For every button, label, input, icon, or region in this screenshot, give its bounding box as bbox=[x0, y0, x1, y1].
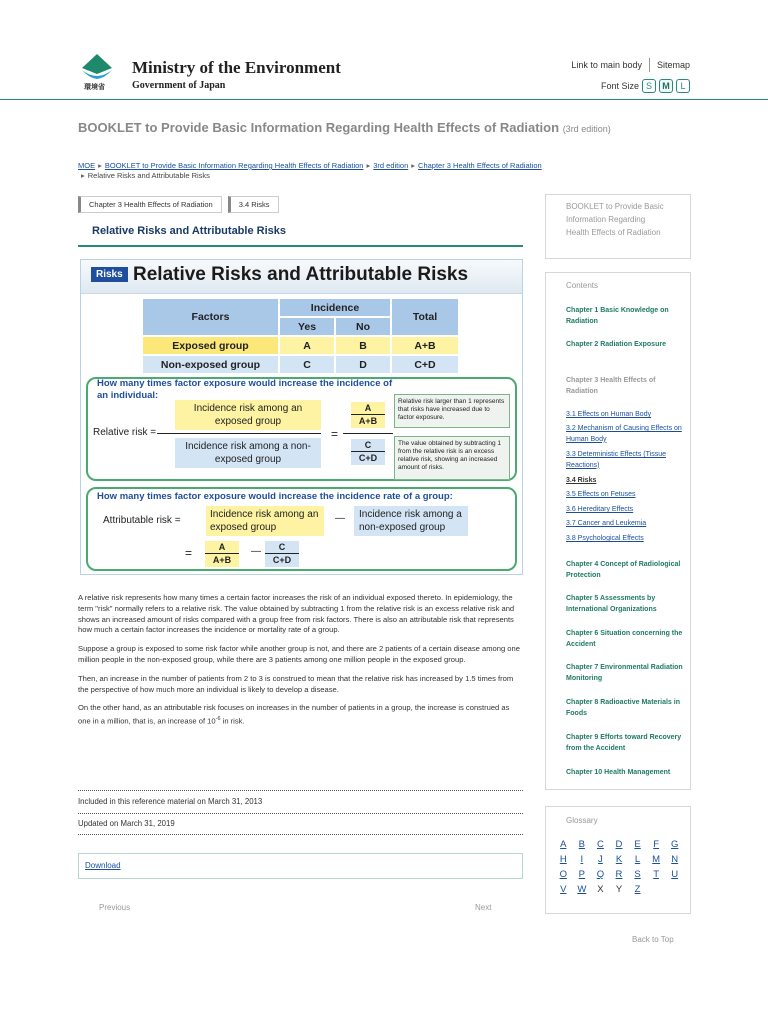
table-cell: A+B bbox=[392, 337, 458, 354]
breadcrumb-booklet[interactable]: BOOKLET to Provide Basic Information Regarding Health Effects of Radiation bbox=[104, 161, 364, 170]
download-link[interactable]: Download bbox=[85, 861, 121, 870]
table-header-factors: Factors bbox=[143, 299, 278, 335]
relative-denominator-text: Incidence risk among a non-exposed group bbox=[175, 438, 321, 468]
next-link[interactable]: Next bbox=[475, 903, 492, 912]
dotted-divider bbox=[78, 834, 523, 835]
booklet-title bbox=[78, 120, 611, 135]
sidebar-item-chapter6[interactable]: Chapter 6 Situation concerning the Accident bbox=[566, 630, 683, 648]
table-cell: A bbox=[280, 337, 334, 354]
fraction-a-over-ab bbox=[351, 402, 385, 428]
glossary-letter-g[interactable]: G bbox=[671, 839, 679, 850]
dotted-divider bbox=[78, 790, 523, 791]
fraction-c-over-cd bbox=[351, 439, 385, 465]
link-to-main-body[interactable]: Link to main body bbox=[571, 60, 642, 70]
breadcrumb bbox=[78, 161, 598, 181]
site-title[interactable]: Ministry of the Environment bbox=[132, 58, 341, 77]
download-box bbox=[78, 853, 523, 879]
relative-risk-question: How many times factor exposure would increase the incidence of an individual: bbox=[97, 378, 393, 401]
sidebar-subitem-3-1[interactable]: 3.1 Effects on Human Body bbox=[566, 411, 652, 418]
fraction-bar bbox=[175, 433, 321, 434]
breadcrumb-current: Relative Risks and Attributable Risks bbox=[87, 171, 210, 180]
table-cell: D bbox=[336, 356, 390, 373]
chapter-tabs bbox=[78, 196, 279, 213]
equals-sign: = bbox=[331, 427, 339, 441]
table-header-yes: Yes bbox=[280, 318, 334, 335]
attributable-risk-label: Attributable risk = bbox=[103, 515, 181, 526]
minus-sign: — bbox=[251, 546, 261, 557]
fraction-denominator: A+B bbox=[351, 414, 385, 428]
tab-risks[interactable]: 3.4 Risks bbox=[228, 196, 279, 213]
sidebar-item-chapter2[interactable]: Chapter 2 Radiation Exposure bbox=[566, 341, 666, 348]
fraction-c-over-cd bbox=[265, 541, 299, 567]
glossary-letter-v[interactable]: V bbox=[560, 884, 567, 895]
breadcrumb-edition[interactable]: 3rd edition bbox=[373, 161, 409, 170]
relative-risk-label: Relative risk = bbox=[93, 427, 157, 438]
site-header bbox=[0, 0, 768, 100]
figure-badge: Risks bbox=[91, 267, 128, 282]
sitemap-link[interactable]: Sitemap bbox=[656, 60, 690, 70]
glossary-letter-f[interactable]: F bbox=[653, 839, 660, 850]
figure-title: Relative Risks and Attributable Risks bbox=[133, 264, 469, 285]
logo-japanese-text: 環境省 bbox=[84, 84, 105, 91]
font-size-label: Font Size bbox=[600, 81, 639, 91]
incidence-table bbox=[141, 297, 460, 375]
note-excess-relative-risk: The value obtained by subtracting 1 from the relative risk is an excess relative risk, showing an increased amount of risks. bbox=[394, 436, 510, 480]
booklet-edition: (3rd edition) bbox=[562, 124, 611, 134]
divider bbox=[649, 58, 650, 72]
font-size-large-button[interactable]: L bbox=[676, 79, 690, 93]
attributable-box-non-exposed: Incidence risk among a non-exposed group bbox=[354, 506, 468, 536]
risk-figure bbox=[80, 259, 523, 575]
site-subtitle: Government of Japan bbox=[132, 80, 226, 91]
glossary-letters bbox=[554, 839, 684, 895]
glossary-letter-l[interactable]: L bbox=[634, 854, 641, 865]
fraction-numerator: C bbox=[265, 541, 299, 553]
minus-sign: — bbox=[335, 513, 345, 524]
font-size-medium-button[interactable]: M bbox=[659, 79, 673, 93]
glossary-letter-n[interactable]: N bbox=[671, 854, 679, 865]
fraction-bar bbox=[157, 433, 175, 434]
sidebar-item-chapter8[interactable]: Chapter 8 Radioactive Materials in Foods bbox=[566, 699, 680, 717]
glossary-letter-e[interactable]: E bbox=[634, 839, 641, 850]
sidebar-item-chapter4[interactable]: Chapter 4 Concept of Radiological Protection bbox=[566, 561, 681, 579]
sidebar-subitem-3-3[interactable]: 3.3 Deterministic Effects (Tissue Reactions) bbox=[566, 451, 666, 469]
glossary-letter-a[interactable]: A bbox=[560, 839, 567, 850]
dotted-divider bbox=[78, 813, 523, 814]
glossary-letter-w[interactable]: W bbox=[577, 884, 587, 895]
glossary-letter-x: X bbox=[597, 884, 604, 895]
breadcrumb-chapter3[interactable]: Chapter 3 Health Effects of Radiation bbox=[418, 161, 542, 170]
contents-heading: Contents bbox=[566, 281, 599, 290]
glossary-letter-j[interactable]: J bbox=[598, 854, 603, 865]
sidebar-item-chapter5[interactable]: Chapter 5 Assessments by International Organizations bbox=[566, 595, 657, 613]
sidebar-contents bbox=[545, 272, 691, 790]
sidebar-item-chapter10[interactable]: Chapter 10 Health Management bbox=[566, 769, 671, 776]
fraction-denominator: A+B bbox=[205, 553, 239, 567]
breadcrumb-arrow-icon: ▸ bbox=[411, 161, 416, 170]
fraction-numerator: C bbox=[351, 439, 385, 451]
note-relative-risk: Relative risk larger than 1 represents that risks have increased due to factor exposure. bbox=[394, 394, 510, 428]
fraction-a-over-ab bbox=[205, 541, 239, 567]
paragraph: A relative risk represents how many times a certain factor increases the risk of an individual exposed thereto. In epidemiology, the term "risk" normally refers to a relative risk. The value obtained by subtracting 1 from the relative risk is an excess relative risk and shows an increased amount of risks compared with a group free from risk factors. There is also an attributable risk that represents how much a certain factor increases the incidence or mortality rate of a group. bbox=[78, 593, 515, 635]
glossary-letter-y: Y bbox=[615, 884, 623, 895]
fraction-denominator: C+D bbox=[351, 451, 385, 465]
figure-header bbox=[81, 260, 522, 294]
glossary-letter-t[interactable]: T bbox=[653, 869, 660, 880]
glossary-heading: Glossary bbox=[566, 816, 598, 825]
paragraph: Suppose a group is exposed to some risk factor while another group is not, and there are 2 patients of a certain disease among one million people in the non-exposed group, while there are 3 patients among one million people in the exposed group. bbox=[78, 644, 520, 664]
table-header-total: Total bbox=[392, 299, 458, 335]
breadcrumb-arrow-icon: ▸ bbox=[81, 171, 85, 180]
table-cell: B bbox=[336, 337, 390, 354]
sidebar-item-chapter1[interactable]: Chapter 1 Basic Knowledge on Radiation bbox=[566, 307, 669, 325]
table-cell: C+D bbox=[392, 356, 458, 373]
equals-sign: = bbox=[185, 546, 193, 560]
glossary-letter-o[interactable]: O bbox=[559, 869, 567, 880]
glossary-letter-m[interactable]: M bbox=[652, 854, 661, 865]
sidebar-subitem-3-8[interactable]: 3.8 Psychological Effects bbox=[566, 535, 644, 542]
table-row-label: Exposed group bbox=[143, 337, 278, 354]
sidebar-subitem-3-5[interactable]: 3.5 Effects on Fetuses bbox=[566, 491, 636, 498]
sidebar-item-chapter9[interactable]: Chapter 9 Efforts toward Recovery from the Accident bbox=[566, 734, 682, 752]
table-header-incidence: Incidence bbox=[280, 299, 390, 316]
glossary-letter-q[interactable]: Q bbox=[596, 869, 605, 880]
fraction-denominator: C+D bbox=[265, 553, 299, 567]
font-size-control bbox=[601, 79, 690, 93]
relative-numerator-text: Incidence risk among an exposed group bbox=[175, 400, 321, 430]
previous-link[interactable]: Previous bbox=[99, 903, 131, 912]
sidebar-subitem-3-4[interactable]: 3.4 Risks bbox=[566, 477, 597, 484]
sidebar-booklet-link[interactable]: BOOKLET to Provide Basic Information Regarding Health Effects of Radiation bbox=[545, 194, 691, 259]
section-title: Relative Risks and Attributable Risks bbox=[92, 225, 286, 237]
glossary-letter-i[interactable]: I bbox=[580, 854, 584, 865]
sidebar-glossary bbox=[545, 806, 691, 914]
table-cell: C bbox=[280, 356, 334, 373]
glossary-letter-k[interactable]: K bbox=[615, 854, 623, 865]
fraction-bar bbox=[343, 433, 393, 434]
glossary-letter-u[interactable]: U bbox=[671, 869, 679, 880]
top-links bbox=[571, 58, 690, 72]
glossary-letter-h[interactable]: H bbox=[559, 854, 567, 865]
title-divider bbox=[78, 245, 523, 247]
updated-date: Updated on March 31, 2019 bbox=[78, 819, 175, 828]
font-size-small-button[interactable]: S bbox=[642, 79, 656, 93]
glossary-letter-b[interactable]: B bbox=[578, 839, 586, 850]
glossary-letter-p[interactable]: P bbox=[578, 869, 586, 880]
sidebar-item-chapter7[interactable]: Chapter 7 Environmental Radiation Monitoring bbox=[566, 664, 683, 682]
included-date: Included in this reference material on March 31, 2013 bbox=[78, 797, 263, 806]
sidebar-item-chapter3[interactable]: Chapter 3 Health Effects of Radiation bbox=[566, 377, 656, 395]
breadcrumb-arrow-icon: ▸ bbox=[98, 161, 102, 170]
sidebar-subitem-3-2[interactable]: 3.2 Mechanism of Causing Effects on Human Body bbox=[566, 425, 682, 443]
fraction-numerator: A bbox=[205, 541, 239, 553]
sidebar-subitem-3-6[interactable]: 3.6 Hereditary Effects bbox=[566, 506, 634, 513]
attributable-risk-question: How many times factor exposure would increase the incidence rate of a group: bbox=[97, 491, 453, 502]
body-text bbox=[78, 593, 524, 736]
glossary-letter-r[interactable]: R bbox=[615, 869, 623, 880]
glossary-letter-z[interactable]: Z bbox=[634, 884, 641, 895]
booklet-title-text: BOOKLET to Provide Basic Information Regarding Health Effects of Radiation bbox=[78, 120, 560, 135]
glossary-letter-c[interactable]: C bbox=[596, 839, 604, 850]
breadcrumb-arrow-icon: ▸ bbox=[366, 161, 371, 170]
glossary-letter-s[interactable]: S bbox=[634, 869, 641, 880]
table-header-no: No bbox=[336, 318, 390, 335]
breadcrumb-moe[interactable]: MOE bbox=[78, 161, 96, 170]
fraction-numerator: A bbox=[351, 402, 385, 414]
attributable-box-exposed: Incidence risk among an exposed group bbox=[206, 506, 324, 536]
tab-chapter3[interactable]: Chapter 3 Health Effects of Radiation bbox=[78, 196, 222, 213]
back-to-top-link[interactable]: Back to Top bbox=[632, 935, 674, 944]
paragraph: On the other hand, as an attributable risk focuses on increases in the number of patients in a group, the increase is construed as one in a million, that is, an increase of $10^{-6}$ in risk. bbox=[78, 703, 510, 726]
table-row-label: Non-exposed group bbox=[143, 356, 278, 373]
paragraph: Then, an increase in the number of patients from 2 to 3 is construed to mean that the relative risk has increased by 1.5 times from the perspective of how much more an individual is likely to develop a disease. bbox=[78, 673, 514, 694]
sidebar-subitem-3-7[interactable]: 3.7 Cancer and Leukemia bbox=[566, 520, 647, 527]
glossary-letter-d[interactable]: D bbox=[615, 839, 623, 850]
